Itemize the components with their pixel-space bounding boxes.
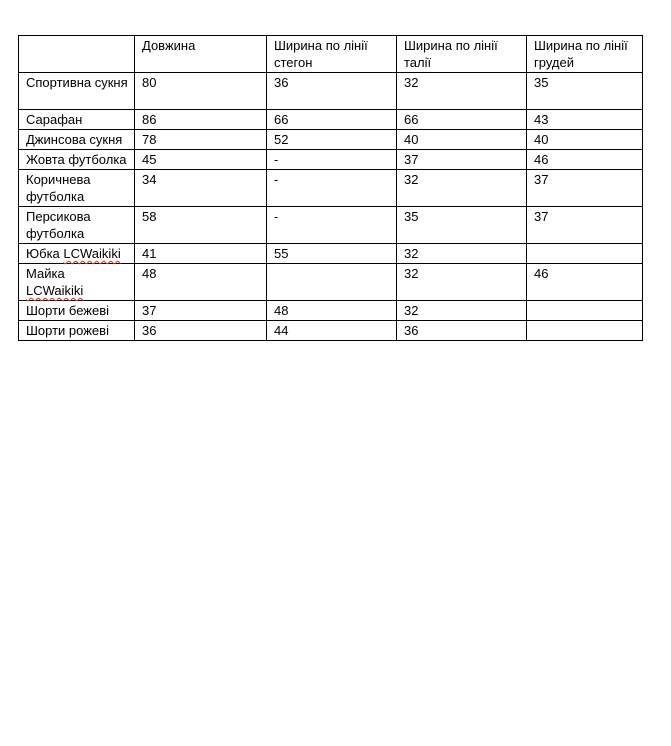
chest-cell[interactable]: 37 [527,170,643,207]
length-cell[interactable]: 37 [135,301,267,321]
length-cell[interactable]: 41 [135,244,267,264]
table-row [19,150,643,170]
item-name-cell[interactable]: Жовта футболка [19,150,135,170]
waist-cell[interactable]: 66 [397,110,527,130]
table-row [19,73,643,110]
hips-cell[interactable]: 36 [267,73,397,110]
item-name-cell[interactable] [19,264,135,301]
table-row [19,301,643,321]
waist-cell[interactable]: 32 [397,170,527,207]
header-cell-chest[interactable]: Ширина по лінії грудей [527,36,643,73]
item-name-cell[interactable] [19,244,135,264]
length-cell[interactable]: 86 [135,110,267,130]
header-cell-length[interactable]: Довжина [135,36,267,73]
chest-cell[interactable]: 40 [527,130,643,150]
hips-cell[interactable]: - [267,207,397,244]
chest-cell[interactable] [527,321,643,341]
hips-cell[interactable]: 52 [267,130,397,150]
hips-cell[interactable]: - [267,150,397,170]
hips-cell[interactable]: 55 [267,244,397,264]
table-header-row [19,36,643,73]
hips-cell[interactable]: 48 [267,301,397,321]
item-name-prefix: Юбка [26,246,64,261]
item-name-cell[interactable]: Джинсова сукня [19,130,135,150]
chest-cell[interactable] [527,301,643,321]
chest-cell[interactable]: 43 [527,110,643,130]
table-row [19,207,643,244]
waist-cell[interactable]: 36 [397,321,527,341]
length-cell[interactable]: 78 [135,130,267,150]
waist-cell[interactable]: 32 [397,244,527,264]
brand-name: LCWaikiki [63,246,121,261]
item-name-cell[interactable]: Спортивна сукня [19,73,135,110]
item-name-cell[interactable]: Персикова футболка [19,207,135,244]
hips-cell[interactable]: 44 [267,321,397,341]
chest-cell[interactable]: 37 [527,207,643,244]
length-cell[interactable]: 58 [135,207,267,244]
length-cell[interactable]: 80 [135,73,267,110]
header-cell-empty[interactable] [19,36,135,73]
waist-cell[interactable]: 35 [397,207,527,244]
length-cell[interactable]: 45 [135,150,267,170]
header-cell-waist[interactable]: Ширина по лінії талії [397,36,527,73]
table-row [19,170,643,207]
hips-cell[interactable]: 66 [267,110,397,130]
chest-cell[interactable] [527,244,643,264]
table-row [19,264,643,301]
table-row [19,110,643,130]
item-name-prefix: Майка [26,266,65,281]
table-row [19,321,643,341]
chest-cell[interactable]: 35 [527,73,643,110]
item-name-cell[interactable]: Сарафан [19,110,135,130]
item-name-cell[interactable]: Шорти бежеві [19,301,135,321]
brand-name: LCWaikiki [26,283,84,298]
item-name-cell[interactable]: Коричнева футболка [19,170,135,207]
hips-cell[interactable]: - [267,170,397,207]
waist-cell[interactable]: 32 [397,73,527,110]
item-name-cell[interactable]: Шорти рожеві [19,321,135,341]
hips-cell[interactable] [267,264,397,301]
waist-cell[interactable]: 37 [397,150,527,170]
waist-cell[interactable]: 32 [397,301,527,321]
table-row [19,130,643,150]
table-row [19,244,643,264]
chest-cell[interactable]: 46 [527,264,643,301]
length-cell[interactable]: 36 [135,321,267,341]
measurements-table [18,35,643,341]
header-cell-hips[interactable]: Ширина по лінії стегон [267,36,397,73]
length-cell[interactable]: 48 [135,264,267,301]
waist-cell[interactable]: 40 [397,130,527,150]
length-cell[interactable]: 34 [135,170,267,207]
chest-cell[interactable]: 46 [527,150,643,170]
waist-cell[interactable]: 32 [397,264,527,301]
